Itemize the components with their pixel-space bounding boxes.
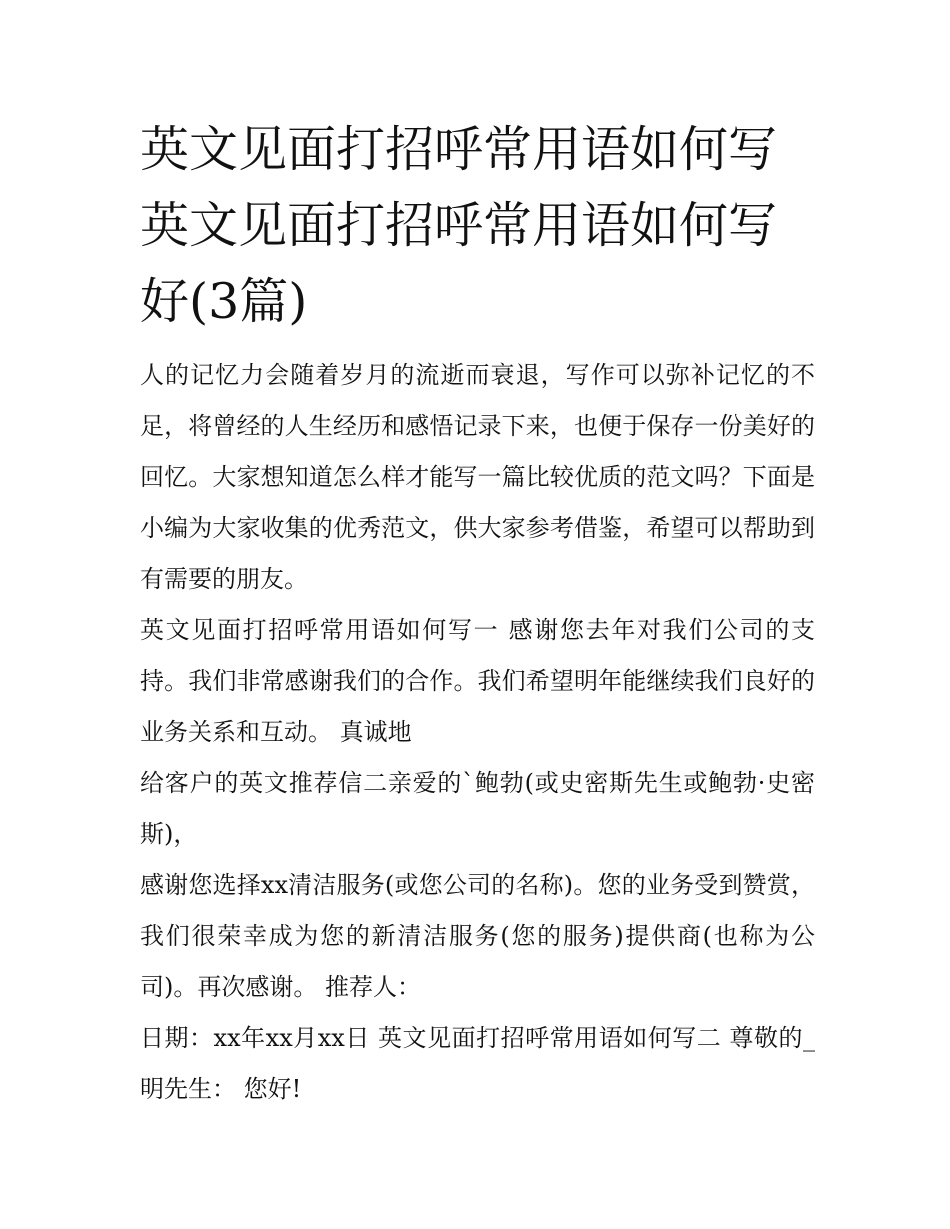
body-paragraph: 给客户的英文推荐信二亲爱的`鲍勃(或史密斯先生或鲍勃·史密斯)， <box>140 769 815 848</box>
document-title: 英文见面打招呼常用语如何写 英文见面打招呼常用语如何写好(3篇) <box>140 121 778 330</box>
document-page <box>140 112 815 1115</box>
intro-paragraph: 人的记忆力会随着岁月的流逝而衰退，写作可以弥补记忆的不足，将曾经的人生经历和感悟记录下来，也便于保存一份美好的回忆。大家想知道怎么样才能写一篇比较优质的范文吗？下面是小编为大家收集的优秀范文，供大家参考借鉴，希望可以帮助到有需要的朋友。 <box>140 361 815 593</box>
body-paragraph: 感谢您选择xx清洁服务(或您公司的名称)。您的业务受到赞赏，我们很荣幸成为您的新清洁服务(您的服务)提供商(也称为公司)。再次感谢。 推荐人： <box>140 871 815 1001</box>
body-paragraph: 英文见面打招呼常用语如何写一 感谢您去年对我们公司的支持。我们非常感谢我们的合作。我们希望明年能继续我们良好的业务关系和互动。 真诚地 <box>140 616 815 746</box>
body-paragraph: 日期：xx年xx月xx日 英文见面打招呼常用语如何写二 尊敬的_明先生： 您好! <box>140 1024 815 1103</box>
